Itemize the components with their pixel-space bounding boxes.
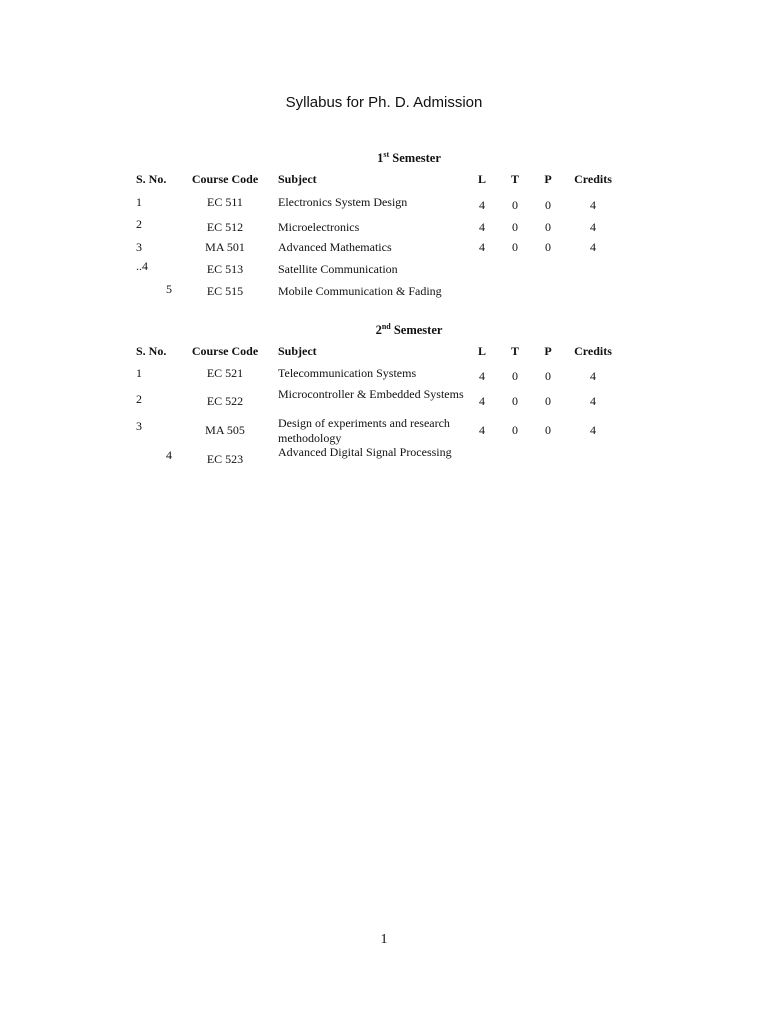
row-sno: 2 [136,392,142,406]
row-subject: Design of experiments and research methodology [278,416,450,445]
row-credits: 4 [590,198,596,212]
row-t: 0 [512,240,518,254]
row-t: 0 [512,220,518,234]
row-subject: Satellite Communication [278,262,398,276]
header-subject: Subject [278,344,317,358]
row-subject: Microelectronics [278,220,360,234]
header-l: L [477,172,486,186]
row-sno: 3 [136,419,142,433]
row-l: 4 [479,423,485,437]
row-t: 0 [512,394,518,408]
header-credits: Credits [574,172,612,186]
row-l: 4 [479,240,485,254]
header-course-code: Course Code [191,344,259,358]
row-credits: 4 [590,423,596,437]
header-p: P [544,344,552,358]
semester-1-ordinal: st [383,150,390,159]
row-p: 0 [545,394,551,408]
row-t: 0 [512,423,518,437]
header-sno: S. No. [136,344,167,358]
semester-2-heading [0,322,768,338]
row-sno: 1 [136,366,142,380]
row-course-code: MA 501 [205,240,245,254]
row-course-code: EC 512 [206,220,244,234]
row-sno: 2 [136,217,142,231]
row-subject: Mobile Communication & Fading [278,284,442,298]
semester-2-label: Semester [390,323,443,338]
row-sno: 3 [136,240,142,254]
page-number: 1 [380,932,388,947]
header-sno: S. No. [136,172,167,186]
row-t: 0 [512,198,518,212]
row-subject: Electronics System Design [278,195,408,209]
table-row [0,445,768,477]
row-p: 0 [545,423,551,437]
semester-1-label: Semester [389,151,441,166]
row-subject: Telecommunication Systems [278,366,417,380]
row-sno: 4 [166,448,172,462]
header-credits: Credits [574,344,612,358]
header-subject: Subject [278,172,317,186]
table-row [0,416,768,448]
row-p: 0 [545,240,551,254]
row-credits: 4 [590,394,596,408]
header-t: T [510,172,519,186]
semester-2-number: 2 [375,323,382,338]
document-title: Syllabus for Ph. D. Admission [285,94,483,111]
row-sno: 1 [136,195,142,209]
row-l: 4 [479,369,485,383]
header-course-code: Course Code [191,172,259,186]
row-course-code: EC 521 [206,366,244,380]
table-row [0,387,768,419]
header-t: T [510,344,519,358]
row-subject: Advanced Mathematics [278,240,392,254]
row-course-code: MA 505 [205,423,245,437]
row-course-code: EC 523 [206,452,244,466]
header-l: L [477,344,486,358]
row-p: 0 [545,369,551,383]
row-course-code: EC 515 [206,284,244,298]
table-row [0,282,768,312]
row-course-code: EC 511 [207,195,243,209]
semester-2-ordinal: nd [381,322,391,331]
semester-1-heading [0,150,768,166]
row-l: 4 [479,198,485,212]
header-p: P [544,172,552,186]
row-credits: 4 [590,240,596,254]
row-credits: 4 [590,369,596,383]
row-subject: Advanced Digital Signal Processing [278,445,452,459]
row-p: 0 [545,220,551,234]
semester-1-number: 1 [377,151,384,166]
row-subject: Microcontroller & Embedded Systems [278,387,464,401]
row-credits: 4 [590,220,596,234]
row-t: 0 [512,369,518,383]
row-p: 0 [545,198,551,212]
row-l: 4 [479,220,485,234]
row-sno: 5 [166,282,172,296]
row-course-code: EC 522 [206,394,244,408]
row-course-code: EC 513 [206,262,244,276]
row-l: 4 [479,394,485,408]
row-sno: ..4 [136,259,148,273]
